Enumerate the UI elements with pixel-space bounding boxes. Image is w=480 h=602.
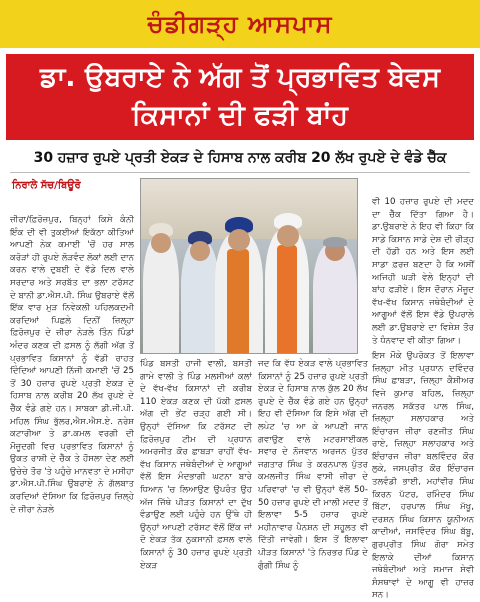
article-col-mid [140,358,252,588]
headline-box [6,54,474,140]
article-col-right2-bottom-text: ਇਸ ਮੌਕੇ ਉਪਰੋਕਤ ਤੋਂ ਇਲਾਵਾ ਜ਼ਿਲ੍ਹਾ ਮੀਤ ਪ੍ਰਧਾਨ ਦਵਿੰਦਰ ਸਿੰਘ ਛਾਬੜਾ, ਜ਼ਿਲ੍ਹਾ ਕੈਸ਼ੀਅਰ ਵਿਜੇ ਕੁਮਾਰ ਬਹਿਲ, ਜ਼ਿਲ੍ਹਾ ਜਨਰਲ ਸਕੱਤਰ ਪਾਲ ਸਿੰਘ, ਜ਼ਿਲ੍ਹਾ ਸਲਾਹਕਾਰ ਅਤੇ ਇੰਚਾਰਜ ਜ਼ੀਰਾ ਰਣਜੀਤ ਸਿੰਘ ਰਾਏ, ਜ਼ਿਲ੍ਹਾ ਸਲਾਹਕਾਰ ਅਤੇ ਇੰਚਾਰਜ ਜ਼ੀਰਾ ਬਲਵਿੰਦਰ ਕੌਰ ਲੁਕੇ, ਜਸਪ੍ਰੀਤ ਕੌਰ ਇੰਚਾਰਜ ਤਲਵੰਡੀ ਭਾਈ, ਮਹਾਂਵੀਰ ਸਿੰਘ ਕਿਰਨ ਪੱਟਰ, ਰਮਿੰਦਰ ਸਿੰਘ ਬਿੱਟਾ, ਹਰਪਾਲ ਸਿੰਘ ਮੱਖੂ, ਦਰਸ਼ਨ ਸਿੰਘ ਕਿਸਾਨ ਯੂਨੀਅਨ ਕਾਦੀਆਂ, ਜਸਵਿੰਦਰ ਸਿੰਘ ਬੱਬੂ, ਗੁਰਪ੍ਰੀਤ ਸਿੰਘ ਗੋਰਾ ਸਮੇਤ ਇਲਾਕੇ ਦੀਆਂ ਕਿਸਾਨ ਜਥੇਬੰਦੀਆਂ ਅਤੇ ਸਮਾਜ ਸੇਵੀ ਸੰਸਥਾਵਾਂ ਦੇ ਆਗੂ ਵੀ ਹਾਜ਼ਰ ਸਨ। [372,351,474,601]
section-title: ਚੰਡੀਗੜ੍ਹ ਆਸਪਾਸ [147,10,333,38]
subheadline: 30 ਹਜ਼ਾਰ ਰੁਪਏ ਪ੍ਰਤੀ ਏਕੜ ਦੇ ਹਿਸਾਬ ਨਾਲ ਕਰੀਬ 20 ਲੱਖ ਰੁਪਏ ਦੇ ਵੰਡੇ ਚੈੱਕ [33,150,447,166]
article-body [10,196,474,601]
headline-line-1: ਡਾ. ਉਬਰਾਏ ਨੇ ਅੱਗ ਤੋਂ ਪ੍ਰਭਾਵਿਤ ਬੇਵਸ [40,62,440,93]
divider [10,172,470,173]
article-col-mid-text: ਪਿੰਡ ਬਸਤੀ ਹਾਜੀ ਵਾਲੀ, ਬਸਤੀ ਗਾਮੇ ਵਾਲੀ ਤੇ ਪਿੰਡ ਮਲਸੀਆਂ ਕਲਾਂ ਦੇ ਵੱਖ-ਵੱਖ ਕਿਸਾਨਾਂ ਦੀ ਕਰੀਬ 110 ਏਕੜ ਕਣਕ ਦੀ ਪੱਕੀ ਫ਼ਸਲ ਅੱਗ ਦੀ ਭੇਂਟ ਚੜ੍ਹ ਗਈ ਸੀ। ਉਨ੍ਹਾਂ ਦੱਸਿਆ ਕਿ ਟਰੱਸਟ ਦੀ ਫ਼ਿਰੋਜ਼ਪੁਰ ਟੀਮ ਦੀ ਪ੍ਰਧਾਨ ਅਮਰਜੀਤ ਕੌਰ ਛਾਬੜਾ ਰਾਹੀਂ ਵੱਖ-ਵੱਖ ਕਿਸਾਨ ਜਥੇਬੰਦੀਆਂ ਦੇ ਆਗੂਆਂ ਵੱਲੋਂ ਇਸ ਮੰਦਭਾਗੀ ਘਟਨਾ ਬਾਰੇ ਧਿਆਨ 'ਚ ਲਿਆਉਣ ਉਪਰੰਤ ਉਹ ਅੱਜ ਜਿੱਥੇ ਪੀੜਤ ਕਿਸਾਨਾਂ ਦਾ ਦੁੱਖ ਵੰਡਾਉਣ ਲਈ ਪਹੁੰਚੇ ਹਨ ਉੱਥੇ ਹੀ ਉਨ੍ਹਾਂ ਆਪਣੀ ਟਰੱਸਟ ਵੱਲੋਂ ਇੱਕ ਜਾਂ ਦੋ ਏਕੜ ਤੱਕ ਨੁਕਸਾਨੀ ਫ਼ਸਲ ਵਾਲੇ ਕਿਸਾਨਾਂ ਨੂੰ 30 ਹਜ਼ਾਰ ਰੁਪਏ ਪ੍ਰਤੀ ਏਕੜ [140,359,252,571]
article-col-right2-top-text: ਵੀ 10 ਹਜ਼ਾਰ ਰੁਪਏ ਦੀ ਮਦਦ ਦਾ ਚੈੱਕ ਦਿੱਤਾ ਗਿਆ ਹੈ। ਡਾ.ਉਬਰਾਏ ਨੇ ਇਹ ਵੀ ਕਿਹਾ ਕਿ ਸਾਡੇ ਕਿਸਾਨ ਸਾਡੇ ਦੇਸ਼ ਦੀ ਰੀੜ੍ਹ ਦੀ ਹੱਡੀ ਹਨ ਅਤੇ ਇਸ ਲਈ ਸਾਡਾ ਫ਼ਰਜ਼ ਬਣਦਾ ਹੈ ਕਿ ਅਸੀਂ ਅਜਿਹੀ ਘੜੀ ਵੇਲੇ ਇਨ੍ਹਾਂ ਦੀ ਬਾਂਹ ਫੜੀਏ। ਇਸ ਦੌਰਾਨ ਮੌਜੂਦ ਵੱਖ-ਵੱਖ ਕਿਸਾਨ ਜਥੇਬੰਦੀਆਂ ਦੇ ਆਗੂਆਂ ਵੱਲੋਂ ਇਸ ਵੱਡੇ ਉਪਰਾਲੇ ਲਈ ਡਾ.ਉਬਰਾਏ ਦਾ ਵਿਸ਼ੇਸ਼ ਤੌਰ ਤੇ ਧੰਨਵਾਦ ਵੀ ਕੀਤਾ ਗਿਆ। [372,197,474,346]
section-banner [0,0,480,48]
headline-line-2: ਕਿਸਾਨਾਂ ਦੀ ਫੜੀ ਬਾਂਹ [132,100,348,131]
article-col-right1-text: ਜਦ ਕਿ ਵੱਧ ਏਕੜ ਵਾਲੇ ਪ੍ਰਭਾਵਿਤ ਕਿਸਾਨਾਂ ਨੂੰ 25 ਹਜ਼ਾਰ ਰੁਪਏ ਪ੍ਰਤੀ ਏਕੜ ਦੇ ਹਿਸਾਬ ਨਾਲ ਕੁੱਲ 20 ਲੱਖ ਰੁਪਏ ਦੇ ਚੈੱਕ ਵੰਡੇ ਗਏ ਹਨ ਉਨ੍ਹਾਂ ਇਹ ਵੀ ਦੱਸਿਆ ਕਿ ਇਸੇ ਅੱਗ ਦੀ ਲਪੇਟ 'ਚ ਆ ਕੇ ਆਪਣੀ ਜਾਨ ਗਵਾਉਣ ਵਾਲੇ ਮਟਰਸਾਈਕਲ ਸਵਾਰ ਦੇ ਨੌਜਵਾਨ ਅਰਜਨ ਪੁੱਤਰ ਜਗਤਾਰ ਸਿੰਘ ਤੇ ਕਰਨਪਾਲ ਪੁੱਤਰ ਕਮਲਜੀਤ ਸਿੰਘ ਵਾਸੀ ਜ਼ੀਰਾ ਦੇ ਪਰਿਵਾਰਾਂ 'ਚ ਵੀ ਉਨ੍ਹਾਂ ਵੱਲੋਂ 50-50 ਹਜ਼ਾਰ ਰੁਪਏ ਦੀ ਮਾਲੀ ਮਦਦ ਤੋਂ ਇਲਾਵਾ 5-5 ਹਜ਼ਾਰ ਰੁਪਏ ਮਹੀਨਾਵਾਰ ਪੈਨਸ਼ਨ ਦੀ ਸਹੂਲਤ ਵੀ ਦਿੱਤੀ ਜਾਵੇਗੀ। ਇਸ ਤੋਂ ਇਲਾਵਾ ਪੀੜਤ ਕਿਸਾਨਾਂ 'ਤੇ ਨਿਰਭਰ ਪਿੰਡ ਦੇ ਗੁੰਗੀ ਸਿੰਘ ਨੂੰ [258,359,368,571]
article-col-right1 [258,358,368,588]
article-col-left [10,214,134,592]
byline: ਨਿਰਾਲੇ ਸੱਚ/ਬਿਊਰੋ [12,180,81,191]
article-col-left-text: ਜ਼ੀਰਾ/ਫ਼ਿਰੋਜ਼ਪੁਰ, ਬਿਨ੍ਹਾਂ ਕਿਸੇ ਕੰਨੀ ਇੰਕ ਦੀ ਵੀ ਤੁਕਈਆਂ ਇਕੱਠਾ ਕੀਤਿਆਂ ਆਪਣੀ ਨੇਕ ਕਮਾਈ 'ਚੋਂ ਹਰ ਸਾਲ ਕਰੋੜਾਂ ਹੀ ਰੁਪਏ ਲੋੜਵੰਦ ਲੋਕਾਂ ਲਈ ਦਾਨ ਕਰਨ ਵਾਲੇ ਦੁਬਈ ਦੇ ਵੱਡੇ ਦਿਲ ਵਾਲੇ ਸਰਦਾਰ ਅਤੇ ਸਰਬੱਤ ਦਾ ਭਲਾ ਟਰੱਸਟ ਦੇ ਬਾਨੀ ਡਾ.ਐਸ.ਪੀ. ਸਿੰਘ ਉਬਰਾਏ ਵੱਲੋਂ ਇੱਕ ਵਾਰ ਮੁੜ ਨਿਵੇਕਲੀ ਪਹਿਲਕਦਮੀ ਕਰਦਿਆਂ ਪਿਛਲੇ ਦਿਨੀਂ ਜ਼ਿਲ੍ਹਾ ਫ਼ਿਰੋਜ਼ਪੁਰ ਦੇ ਜ਼ੀਰਾ ਨੇੜਲੇ ਤਿੰਨ ਪਿੰਡਾਂ ਅੰਦਰ ਕਣਕ ਦੀ ਫ਼ਸਲ ਨੂੰ ਲੱਗੀ ਅੱਗ ਤੋਂ ਪ੍ਰਭਾਵਿਤ ਕਿਸਾਨਾਂ ਨੂੰ ਵੱਡੀ ਰਾਹਤ ਦਿੰਦਿਆਂ ਆਪਣੀ ਨਿੱਜੀ ਕਮਾਈ 'ਚੋਂ 25 ਤੋਂ 30 ਹਜ਼ਾਰ ਰੁਪਏ ਪ੍ਰਤੀ ਏਕੜ ਦੇ ਹਿਸਾਬ ਨਾਲ ਕਰੀਬ 20 ਲੱਖ ਰੁਪਏ ਦੇ ਚੈੱਕ ਵੰਡੇ ਗਏ ਹਨ। ਸਾਬਕਾ ਡੀ.ਜੀ.ਪੀ. ਮਹਿਲ ਸਿੰਘ ਭੁੱਲਰ,ਐਸ.ਐਸ.ਏ. ਨਰੇਸ਼ ਕਟਾਰੀਆ ਤੇ ਡਾ.ਕਮਲ ਵਰਗੀ ਦੀ ਮੌਜੂਦਗੀ ਵਿਚ ਪ੍ਰਭਾਵਿਤ ਕਿਸਾਨਾਂ ਨੂੰ ਉਕਤ ਰਾਸ਼ੀ ਦੇ ਚੈੱਕ ਤੇ ਹੌਸਲਾ ਦੇਣ ਲਈ ਉਚੇਚੇ ਤੌਰ 'ਤੇ ਪਹੁੰਚੇ ਮਾਨਵਤਾ ਦੇ ਮਸੀਹਾ ਡਾ.ਐਸ.ਪੀ.ਸਿੰਘ ਉਬਰਾਏ ਨੇ ਗੱਲਬਾਤ ਕਰਦਿਆਂ ਦੱਸਿਆ ਕਿ ਫ਼ਿਰੋਜ਼ਪੁਰ ਜ਼ਿਲ੍ਹੇ ਦੇ ਜ਼ੀਰਾ ਨੇੜਲੇ [10,215,134,515]
article-col-right2 [372,196,474,601]
